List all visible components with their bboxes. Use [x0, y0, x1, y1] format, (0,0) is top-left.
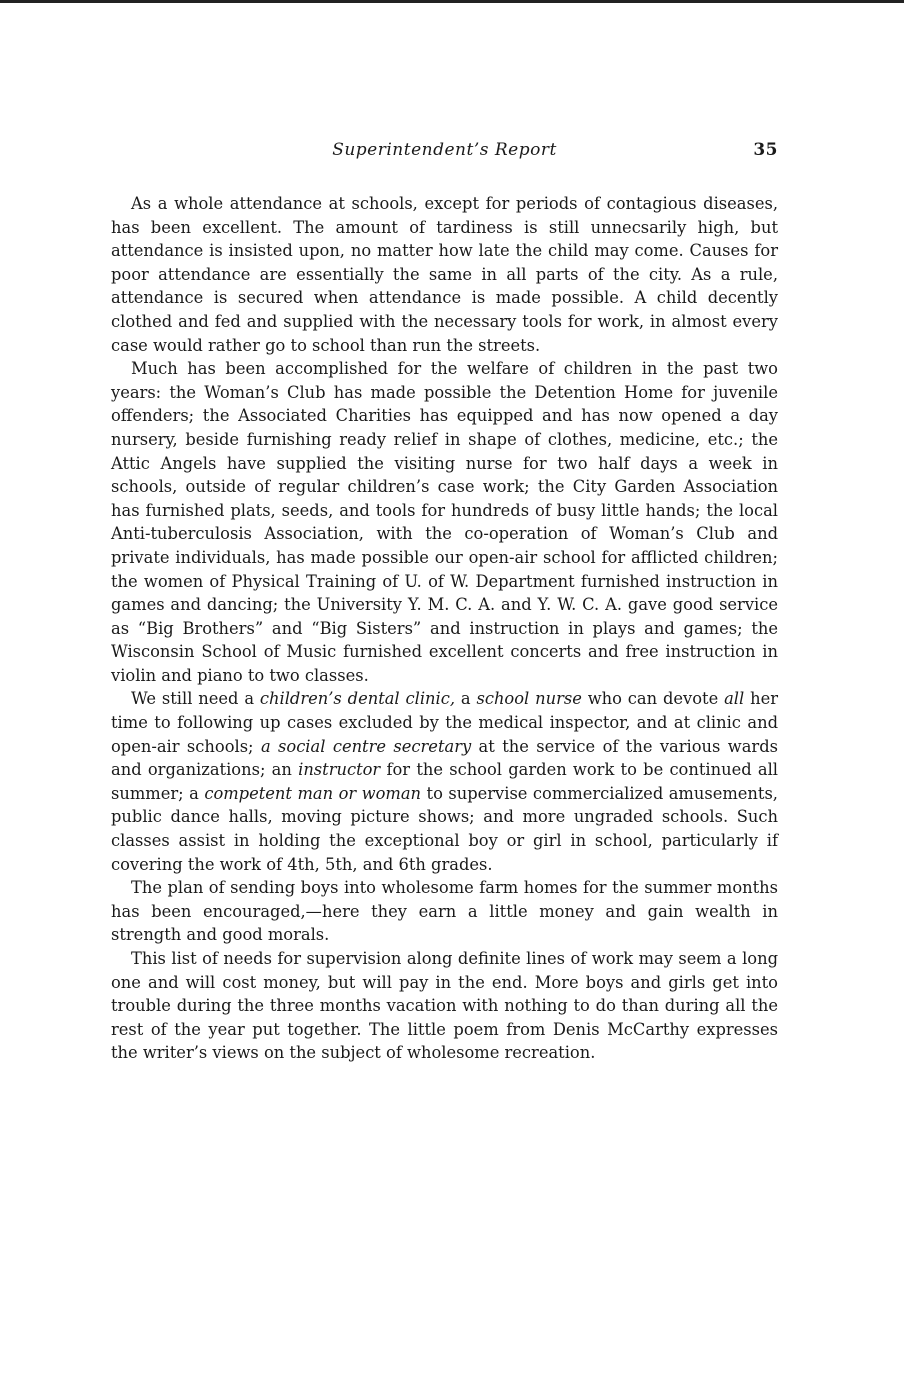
- needs-emphasis-school-nurse: school nurse: [476, 689, 582, 709]
- needs-emphasis-all: all: [724, 689, 745, 709]
- paragraph-needs: [111, 687, 778, 876]
- paragraph-list-of-needs: This list of needs for supervision along definite lines of work may seem a long one and will cost money, but will pay in the end. More boys and girls get into trouble during the three months vacation with nothing to do than during all the rest of the year put together. The little poem from Denis McCarthy expresses the writer’s views on the subject of wholesome recreation.: [111, 949, 778, 1063]
- needs-text-3: who can devote: [581, 689, 725, 709]
- top-border-rule: [0, 0, 904, 3]
- needs-emphasis-dental-clinic: children’s dental clinic,: [259, 689, 456, 709]
- paragraph-welfare: Much has been accomplished for the welfare of children in the past two years: the Woman’s Club has made possible the Detention Home for juvenile offenders; the Associated Charities has equipped and has now opened a day nursery, beside furnishing ready relief in shape of clothes, medicine, etc.; the Attic Angels have supplied the visiting nurse for two half days a week in schools, outside of regular children’s case work; the City Garden Association has furnished plats, seeds, and tools for hundreds of busy little hands; the local Anti-tuberculosis Association, with the co-operation of Woman’s Club and private individuals, has made possible our open-air school for afflicted children; the women of Physical Training of U. of W. Department furnished instruction in games and dancing; the University Y. M. C. A. and Y. W. C. A. gave good service as “Big Brothers” and “Big Sisters” and instruction in plays and games; the Wisconsin School of Music furnished excellent concerts and free instruction in violin and piano to two classes.: [111, 359, 778, 685]
- needs-emphasis-instructor: instructor: [298, 760, 381, 780]
- needs-text-4: her time to following up cases excluded by the medical inspector, and at clinic and open-air schools;: [111, 689, 778, 756]
- needs-text-7: to supervise commercialized amusements, public dance halls, moving picture shows; and more ungraded schools. Such classes assist in holding the exceptional boy or girl in school, particularly if covering the work of 4th, 5th, and 6th grades.: [111, 783, 778, 874]
- paragraph-attendance: As a whole attendance at schools, except for periods of contagious diseases, has been excellent. The amount of tardiness is still unnecsarily high, but attendance is insisted upon, no matter how late the child may come. Causes for poor attendance are essentially the same in all parts of the city. As a rule, attendance is secured when attendance is made possible. A child decently clothed and fed and supplied with the necessary tools for work, in almost every case would rather go to school than run the streets.: [111, 194, 778, 355]
- paragraph-farm-homes: The plan of sending boys into wholesome farm homes for the summer months has been encouraged,—here they earn a little money and gain wealth in strength and good morals.: [111, 878, 778, 945]
- needs-text-6: for the school garden work to be continued all summer; a: [111, 760, 778, 803]
- body-text: [111, 192, 778, 1065]
- needs-emphasis-competent-man-or-woman: competent man or woman: [204, 783, 422, 803]
- needs-text-2: a: [455, 689, 477, 709]
- running-header: [111, 140, 778, 168]
- running-title: Superintendent’s Report: [332, 140, 557, 160]
- page-number: 35: [753, 140, 778, 160]
- page-content: [111, 140, 778, 1065]
- needs-text-1: We still need a: [131, 689, 260, 709]
- needs-emphasis-social-centre-secretary: a social centre secretary: [260, 736, 472, 756]
- needs-text-5: at the service of the various wards and organizations; an: [111, 736, 778, 780]
